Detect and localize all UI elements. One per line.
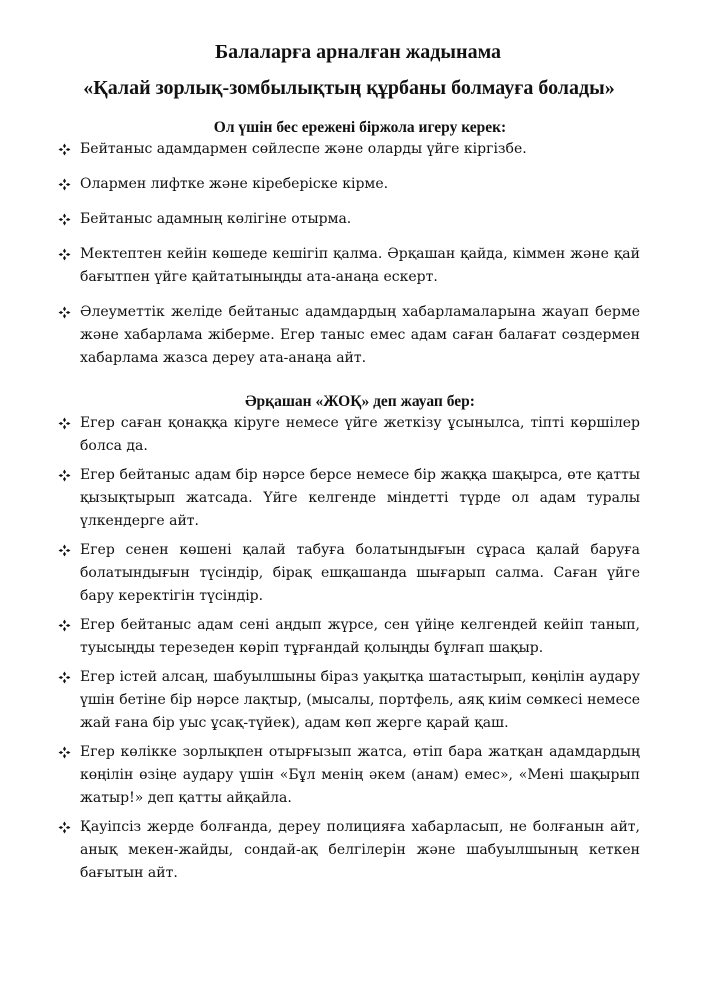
list-item-text: Егер көлікке зорлықпен отырғызып жатса, өтіп бара жатқан адамдардың көңілін өзіңе аудару үшін «Бұл менің әкем (анам) емес», «Мені шақырып жатыр!» деп қатты айқайла. <box>80 744 640 806</box>
list-item-text: Бейтаныс адамдармен сөйлеспе және оларды үйге кіргізбе. <box>80 141 527 157</box>
list-item <box>58 301 640 370</box>
list-item-text: Егер саған қонаққа кіруге немесе үйге жеткізу ұсынылса, тіпті көршілер болса да. <box>80 415 640 454</box>
diamond-bullet-icon <box>58 741 74 764</box>
list-item-text: Бейтаныс адамның көлігіне отырма. <box>80 211 352 227</box>
list-item <box>58 138 640 161</box>
section-heading-say-no: Әрқашан «ЖОҚ» деп жауап бер: <box>245 393 475 410</box>
diamond-bullet-icon <box>58 666 74 689</box>
list-item-text: Егер бейтаныс адам бір нәрсе берсе немесе бір жаққа шақырса, өте қатты қызықтырып жатсада. Үйге келгенде міндетті түрде ол адам туралы үлкендерге айт. <box>80 467 640 529</box>
diamond-bullet-icon <box>58 173 74 196</box>
list-item <box>58 539 640 608</box>
diamond-bullet-icon <box>58 208 74 231</box>
list-item <box>58 243 640 289</box>
list-item <box>58 666 640 735</box>
diamond-bullet-icon <box>58 816 74 839</box>
rules-list <box>58 138 640 370</box>
document-title: Балаларға арналған жадынама <box>214 41 502 63</box>
list-item-text: Олармен лифтке және кіреберіске кірме. <box>80 176 389 192</box>
document-subtitle: «Қалай зорлық-зомбылықтың құрбаны болмауға болады» <box>83 77 615 99</box>
say-no-list <box>58 412 640 885</box>
diamond-bullet-icon <box>58 301 74 324</box>
diamond-bullet-icon <box>58 614 74 637</box>
list-item <box>58 614 640 660</box>
list-item <box>58 412 640 458</box>
list-item <box>58 173 640 196</box>
list-item-text: Егер сенен көшені қалай табуға болатындығын сұраса қалай баруға болатындығын түсіндір, бірақ ешқашанда шығарып салма. Саған үйге бару керектігін түсіндір. <box>80 542 640 604</box>
list-item-text: Егер бейтаныс адам сені аңдып жүрсе, сен үйіңе келгендей кейіп танып, туысыңды терезеден көріп тұрғандай қолыңды бұлғап шақыр. <box>80 617 640 656</box>
diamond-bullet-icon <box>58 243 74 266</box>
list-item <box>58 464 640 533</box>
diamond-bullet-icon <box>58 412 74 435</box>
list-item-text: Әлеуметтік желіде бейтаныс адамдардың хабарламаларына жауап берме және хабарлама жіберме. Егер таныс емес адам саған балағат сөздермен хабарлама жазса дереу ата-анаңа айт. <box>80 304 640 366</box>
list-item <box>58 208 640 231</box>
list-item <box>58 741 640 810</box>
diamond-bullet-icon <box>58 138 74 161</box>
list-item-text: Мектептен кейін көшеде кешігіп қалма. Әрқашан қайда, кіммен және қай бағытпен үйге қайтатыныңды ата-анаңа ескерт. <box>80 246 640 285</box>
section-heading-rules: Ол үшін бес ережені біржола игеру керек: <box>213 119 507 136</box>
list-item <box>58 816 640 885</box>
list-item-text: Егер істей алсаң, шабуылшыны біраз уақытқа шатастырып, көңілін аудару үшін бетіне бір нәрсе лақтыр, (мысалы, портфель, аяқ киім сөмкесі немесе жай ғана бір уыс ұсақ-түйек), адам көп жерге қарай қаш. <box>80 669 640 731</box>
list-item-text: Қауіпсіз жерде болғанда, дереу полицияға хабарласып, не болғанын айт, анық мекен-жайды, сондай-ақ белгілерін және шабуылшының кеткен бағытын айт. <box>80 819 640 881</box>
diamond-bullet-icon <box>58 539 74 562</box>
diamond-bullet-icon <box>58 464 74 487</box>
